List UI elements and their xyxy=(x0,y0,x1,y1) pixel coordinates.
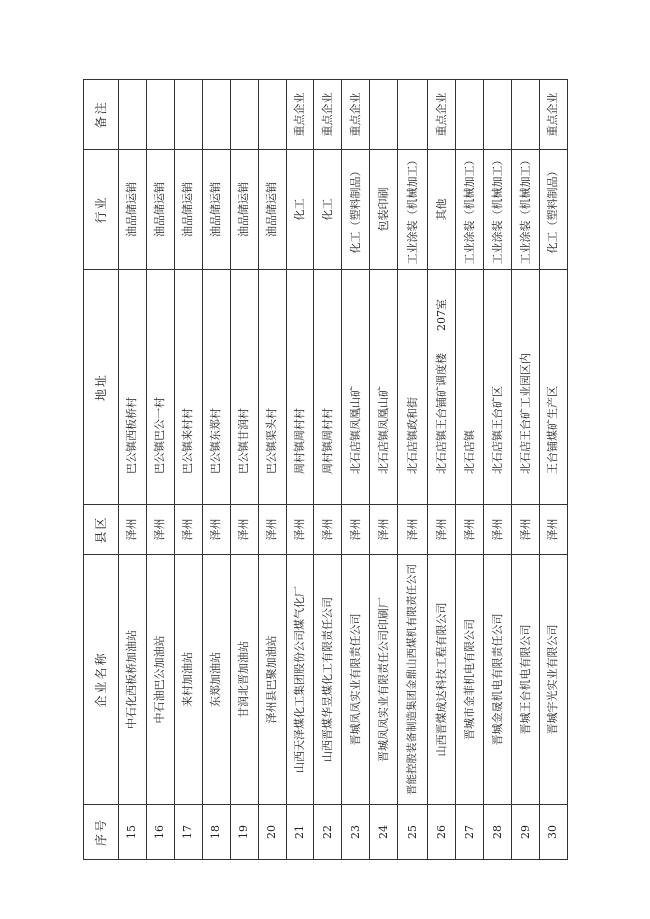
cell-enterprise-name: 晋城金晟机电有限责任公司 xyxy=(484,555,512,805)
cell-note xyxy=(512,80,540,150)
table-header-row xyxy=(84,80,119,860)
cell-enterprise-name: 东郑加油站 xyxy=(202,555,230,805)
cell-enterprise-name: 来村加油站 xyxy=(174,555,202,805)
cell-seq: 22 xyxy=(314,805,342,860)
cell-county: 泽州 xyxy=(286,505,314,555)
cell-enterprise-name: 晋城宇光实业有限公司 xyxy=(539,555,567,805)
cell-industry: 工业涂装（机械加工） xyxy=(484,150,512,270)
cell-enterprise-name: 山西晋煤成达科技工程有限公司 xyxy=(428,555,456,805)
cell-seq: 17 xyxy=(174,805,202,860)
table-row xyxy=(370,80,398,860)
cell-note xyxy=(119,80,147,150)
table-row xyxy=(202,80,230,860)
cell-address: 北石店镇凤凰山矿 xyxy=(342,270,370,505)
table-row xyxy=(484,80,512,860)
cell-address: 北石店镇政和街 xyxy=(398,270,428,505)
cell-enterprise-name: 晋城王台机电有限公司 xyxy=(512,555,540,805)
cell-address: 北石店镇王台铺矿调度楼 207室 xyxy=(428,270,456,505)
cell-county: 泽州 xyxy=(370,505,398,555)
cell-seq: 26 xyxy=(428,805,456,860)
cell-industry: 包装印刷 xyxy=(370,150,398,270)
table-row xyxy=(314,80,342,860)
cell-note xyxy=(202,80,230,150)
cell-address: 周村镇周村村 xyxy=(286,270,314,505)
table-row xyxy=(119,80,147,860)
header-note: 备注 xyxy=(84,80,119,150)
cell-industry: 油品储运销 xyxy=(202,150,230,270)
cell-note: 重点企业 xyxy=(539,80,567,150)
cell-industry: 化工 xyxy=(314,150,342,270)
enterprise-table xyxy=(83,79,568,860)
cell-note: 重点企业 xyxy=(314,80,342,150)
cell-address: 巴公镇来村村 xyxy=(174,270,202,505)
cell-enterprise-name: 晋能控股装备制造集团金鼎山西煤机有限责任公司 xyxy=(398,555,428,805)
cell-address: 北石店镇 xyxy=(456,270,484,505)
table-row xyxy=(428,80,456,860)
header-address: 地址 xyxy=(84,270,119,505)
cell-county: 泽州 xyxy=(512,505,540,555)
cell-address: 巴公镇西板桥村 xyxy=(119,270,147,505)
cell-note xyxy=(456,80,484,150)
cell-note xyxy=(484,80,512,150)
cell-address: 巴公镇东郑村 xyxy=(202,270,230,505)
cell-enterprise-name: 甘润北晋加油站 xyxy=(230,555,258,805)
table-row xyxy=(174,80,202,860)
cell-note xyxy=(146,80,174,150)
cell-industry: 油品储运销 xyxy=(174,150,202,270)
table-row xyxy=(258,80,286,860)
header-name: 企业名称 xyxy=(84,555,119,805)
table-row xyxy=(342,80,370,860)
cell-seq: 30 xyxy=(539,805,567,860)
cell-county: 泽州 xyxy=(146,505,174,555)
cell-enterprise-name: 山西晋煤华昱煤化工有限责任公司 xyxy=(314,555,342,805)
cell-county: 泽州 xyxy=(456,505,484,555)
cell-note: 重点企业 xyxy=(342,80,370,150)
cell-enterprise-name: 中石油巴公加油站 xyxy=(146,555,174,805)
cell-county: 泽州 xyxy=(258,505,286,555)
cell-county: 泽州 xyxy=(174,505,202,555)
cell-industry: 油品储运销 xyxy=(146,150,174,270)
cell-address: 北石店镇王台矿区 xyxy=(484,270,512,505)
table-row xyxy=(398,80,428,860)
table-row xyxy=(230,80,258,860)
cell-industry: 工业涂装（机械加工） xyxy=(456,150,484,270)
cell-county: 泽州 xyxy=(202,505,230,555)
table-body xyxy=(119,80,568,860)
cell-industry: 油品储运销 xyxy=(230,150,258,270)
cell-address: 巴公镇渠头村 xyxy=(258,270,286,505)
cell-seq: 18 xyxy=(202,805,230,860)
cell-seq: 23 xyxy=(342,805,370,860)
cell-seq: 21 xyxy=(286,805,314,860)
cell-seq: 20 xyxy=(258,805,286,860)
cell-enterprise-name: 晋城市金菲机电有限公司 xyxy=(456,555,484,805)
cell-address: 周村镇周村村 xyxy=(314,270,342,505)
cell-note xyxy=(370,80,398,150)
cell-address: 北石店王台矿工业园区内 xyxy=(512,270,540,505)
cell-enterprise-name: 晋城凤凤实业有限责任公司印刷厂 xyxy=(370,555,398,805)
cell-note xyxy=(174,80,202,150)
cell-industry: 工业涂装（机械加工） xyxy=(512,150,540,270)
cell-county: 泽州 xyxy=(314,505,342,555)
cell-county: 泽州 xyxy=(428,505,456,555)
cell-seq: 15 xyxy=(119,805,147,860)
table-row xyxy=(512,80,540,860)
cell-note xyxy=(258,80,286,150)
cell-industry: 化工（塑料制品） xyxy=(539,150,567,270)
header-industry: 行业 xyxy=(84,150,119,270)
cell-seq: 29 xyxy=(512,805,540,860)
rotated-table-container xyxy=(83,80,568,860)
cell-address: 北石店镇凤凰山矿 xyxy=(370,270,398,505)
table-row xyxy=(456,80,484,860)
cell-enterprise-name: 中石化西板桥加油站 xyxy=(119,555,147,805)
cell-address: 巴公镇巴公一村 xyxy=(146,270,174,505)
cell-seq: 27 xyxy=(456,805,484,860)
cell-note: 重点企业 xyxy=(286,80,314,150)
table-row xyxy=(286,80,314,860)
cell-seq: 28 xyxy=(484,805,512,860)
table-row xyxy=(539,80,567,860)
header-seq: 序号 xyxy=(84,805,119,860)
cell-county: 泽州 xyxy=(230,505,258,555)
cell-enterprise-name: 山西天泽煤化工集团股份公司煤气化厂 xyxy=(286,555,314,805)
cell-address: 巴公镇甘润村 xyxy=(230,270,258,505)
cell-seq: 24 xyxy=(370,805,398,860)
cell-note: 重点企业 xyxy=(428,80,456,150)
cell-enterprise-name: 泽州县巴聚加油站 xyxy=(258,555,286,805)
cell-seq: 25 xyxy=(398,805,428,860)
cell-seq: 19 xyxy=(230,805,258,860)
cell-industry: 化工（塑料制品） xyxy=(342,150,370,270)
cell-seq: 16 xyxy=(146,805,174,860)
cell-county: 泽州 xyxy=(342,505,370,555)
cell-industry: 工业涂装（机械加工） xyxy=(398,150,428,270)
cell-enterprise-name: 晋城凤凤实业有限责任公司 xyxy=(342,555,370,805)
header-county: 县区 xyxy=(84,505,119,555)
cell-county: 泽州 xyxy=(119,505,147,555)
cell-address: 王台铺煤矿生产区 xyxy=(539,270,567,505)
cell-industry: 其他 xyxy=(428,150,456,270)
cell-industry: 油品储运销 xyxy=(119,150,147,270)
cell-note xyxy=(398,80,428,150)
cell-county: 泽州 xyxy=(484,505,512,555)
cell-industry: 化工 xyxy=(286,150,314,270)
cell-county: 泽州 xyxy=(539,505,567,555)
cell-county: 泽州 xyxy=(398,505,428,555)
table-row xyxy=(146,80,174,860)
cell-industry: 油品储运销 xyxy=(258,150,286,270)
cell-note xyxy=(230,80,258,150)
